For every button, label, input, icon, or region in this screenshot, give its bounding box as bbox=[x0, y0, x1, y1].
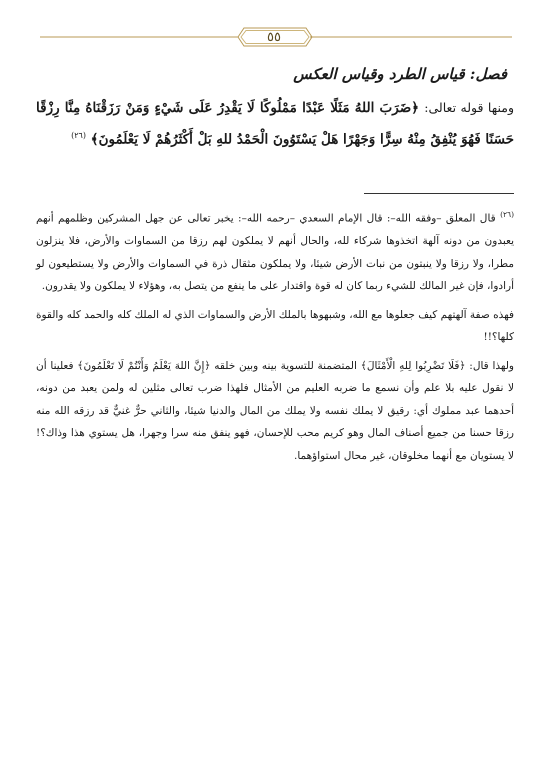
footnote-text-1: قال المعلق –وفقه الله–: قال الإمام السعدي –رحمه الله–: يخبر تعالى عن جهل المشركين وظلمهم أنهم يعبدون من دونه آلهة اتخذوها شركاء لله، والحال أنهم لا يملكون لهم رزقا من السماوات والأرض، فلا ينزلون مطرا، ولا رزقا ولا ينبتون من نبات الأرض شيئا، ولا يملكون مثقال ذرة في السماوات والأرض ولا يستطيعون لو أرادوا، فإن غير المالك للشيء ربما كان له قوة واقتدار على ما ينفع من يتصل به، وهؤلاء لا يملكون ولا يقدرون. bbox=[36, 212, 514, 292]
footnote-section bbox=[36, 204, 514, 467]
footnote-paragraph-1 bbox=[36, 204, 514, 298]
verse-paragraph bbox=[36, 94, 514, 154]
footnote-paragraph-3: ولهذا قال: ﴿فَلَا تَضْرِبُوا لِلهِ الْأَمْثَالَ﴾ المتضمنة للتسوية بينه وبين خلقه ﴿إِنَّ اللهَ يَعْلَمُ وَأَنْتُمْ لَا تَعْلَمُونَ﴾ فعلينا أن لا نقول عليه بلا علم وأن نسمع ما ضربه العليم من الأمثال فلهذا ضرب تعالى مثلين له ولمن يعبد من دونه، أحدهما عبد مملوك أي: رقيق لا يملك نفسه ولا يملك من المال والدنيا شيئا، والثاني حرٌّ غنيٌّ قد رزقه الله منه رزقا حسنا من جميع أصناف المال وهو كريم محب للإحسان، فهو ينفق منه سرا وجهرا، هل يستوي هذا وذاك؟! لا يستويان مع أنهما مخلوقان، غير محال استواؤهما. bbox=[36, 359, 514, 462]
footnote-paragraph-2: فهذه صفة آلهتهم كيف جعلوها مع الله، وشبهوها بالملك الأرض والسماوات الذي له الملك كله والحمد كله والقوة كلها؟!! bbox=[36, 308, 514, 343]
footnote-divider bbox=[364, 193, 514, 194]
page-number: ٥٥ bbox=[267, 30, 281, 45]
verse-text: ﴿ضَرَبَ اللهُ مَثَلًا عَبْدًا مَمْلُوكًا لَا يَقْدِرُ عَلَى شَيْءٍ وَمَنْ رَزَقْنَاهُ مِنَّا رِزْقًا حَسَنًا فَهُوَ يُنْفِقُ مِنْهُ سِرًّا وَجَهْرًا هَلْ يَسْتَوُونَ الْحَمْدُ للهِ بَلْ أَكْثَرُهُمْ لَا يَعْلَمُونَ﴾ bbox=[36, 100, 514, 148]
verse-intro: ومنها قوله تعالى: bbox=[424, 100, 514, 115]
chapter-title: فصل: قياس الطرد وقياس العكس bbox=[293, 65, 507, 83]
footnote-marker: (٢٦) bbox=[500, 210, 514, 219]
footnote-reference: (٢٦) bbox=[71, 131, 86, 140]
